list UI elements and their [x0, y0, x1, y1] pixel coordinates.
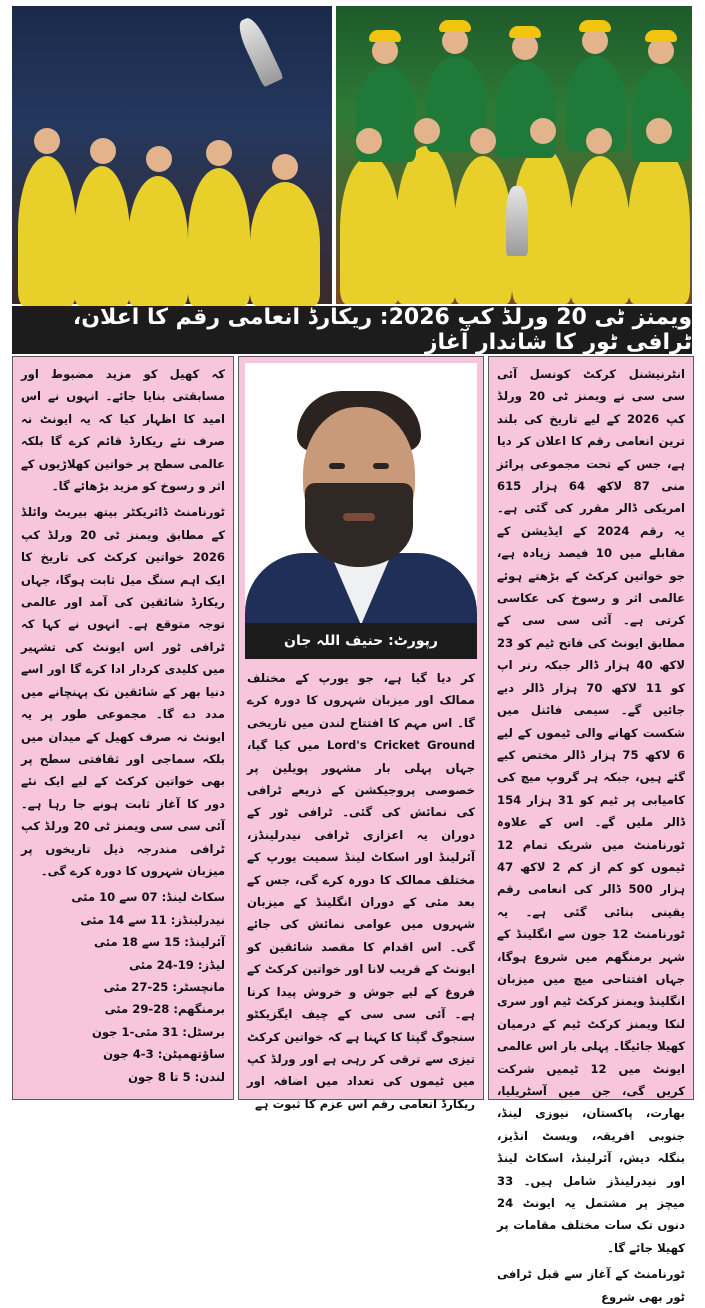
center-text: کر دیا گیا ہے، جو یورپ کے مختلف ممالک اور میزبان شہروں کا دورہ کرے گا۔ اس مہم کا افتتاح لندن میں تاریخی Lord's Cricket Ground میں کیا گیا، جہاں پہلی بار مشہور پویلین پر خصوصی پروجیکشن کے ذریعے ٹرافی کی نمائش کی گئی۔ ٹرافی ٹور کے دوران یہ اعزازی ٹرافی نیدرلینڈز، آئرلینڈ اور اسکاٹ لینڈ سمیت یورپ کے مختلف ممالک کا دورہ کرے گی، جس کے بعد مئی کے دوران انگلینڈ کے میزبان شہروں میں عوامی نمائش کی جائے گی۔ اس اقدام کا مقصد شائقین کو ایونٹ کے قریب لانا اور خواتین کرکٹ کے فروغ کے لیے جوش و خروش پیدا کرنا ہے۔ آئی سی سی کے چیف ایگزیکٹو سنجوگ گپتا کا کہنا ہے کہ خواتین کرکٹ تیزی سے ترقی کر رہی ہے اور ورلڈ کپ میں ٹیموں کی تعداد میں اضافہ اور ریکارڈ انعامی رقم اس عزم کا ثبوت ہے — [247, 671, 475, 1111]
center-column — [238, 356, 484, 1111]
schedule-item: ساؤتھمپٹن: 3-4 جون — [103, 1047, 225, 1062]
reporter-name: رپورٹ: حنیف اللہ جان — [284, 633, 438, 649]
celebration-photo — [12, 6, 332, 304]
schedule-item: مانچسٹر: 25-27 مئی — [103, 979, 225, 994]
reporter-photo — [245, 363, 477, 619]
schedule-item: نیدرلینڈز: 11 سے 14 مئی — [80, 912, 225, 927]
right-paragraph-2: ٹورنامنٹ کے آغاز سے قبل ٹرافی ٹور بھی شروع — [497, 1267, 685, 1304]
right-column — [488, 356, 694, 1304]
team-photo — [336, 6, 692, 304]
photo-strip — [12, 6, 692, 304]
schedule-item: لندن: 5 تا 8 جون — [128, 1069, 225, 1084]
schedule-item: برمنگھم: 28-29 مئی — [104, 1002, 225, 1017]
left-paragraph-2: ٹورنامنٹ ڈائریکٹر بیتھ بیریٹ وائلڈ کے مطابق ویمنز ٹی 20 ورلڈ کپ 2026 خواتین کرکٹ کی تاریخ کا ایک اہم سنگ میل ثابت ہوگا، جہاں ریکارڈ شائقین کی آمد اور عالمی توجہ متوقع ہے۔ انہوں نے کہا کہ ٹرافی ٹور اس ایونٹ کی تشہیر میں کلیدی کردار ادا کرے گا اور اسے دنیا بھر کے شائقین تک پہنچانے میں مدد دے گا۔ مجموعی طور پر یہ ایونٹ نہ صرف کھیل کے میدان میں بلکہ سماجی اور ثقافتی سطح پر بھی خواتین کرکٹ کے لیے ایک نئے دور کا آغاز ثابت ہونے جا رہا ہے۔ آئی سی سی ویمنز ٹی 20 ورلڈ کپ ٹرافی مندرجہ ذیل تاریخوں پر میزبان شہروں کا دورہ کرے گی۔ — [21, 505, 225, 878]
schedule-item: آئرلینڈ: 15 سے 18 مئی — [94, 935, 225, 950]
schedule-item: سکاٹ لینڈ: 07 سے 10 مئی — [71, 890, 225, 905]
reporter-byline — [245, 623, 477, 659]
right-paragraph-1: انٹرنیشنل کرکٹ کونسل آئی سی سی نے ویمنز ٹی 20 ورلڈ کپ 2026 کے لیے تاریخ کی بلند ترین انعامی رقم کا اعلان کر دیا ہے، جس کے تحت مجموعی پرائز منی 87 لاکھ 64 ہزار 615 امریکی ڈالر مقرر کی گئی ہے۔ یہ رقم 2024 کے ایڈیشن کے مقابلے میں 10 فیصد زیادہ ہے، جو خواتین کرکٹ کے بڑھتے ہوئے عالمی اثر و رسوخ کی عکاسی کرتی ہے۔ آئی سی سی کے مطابق ایونٹ کی فاتح ٹیم کو 23 لاکھ 40 ہزار ڈالر جبکہ رنر اپ کو 11 لاکھ 70 ہزار ڈالر دیے جائیں گے۔ سیمی فائنل میں شکست کھانے والی ٹیموں کے لیے 6 لاکھ 75 ہزار ڈالر مختص کیے گئے ہیں، جبکہ ہر گروپ میچ کی کامیابی پر ٹیم کو 31 ہزار 154 ڈالر ملیں گے۔ اس کے علاوہ ٹورنامنٹ میں شریک تمام 12 ٹیموں کو کم از کم 2 لاکھ 47 ہزار 500 ڈالر کی انعامی رقم یقینی بنائی گئی ہے۔ یہ ٹورنامنٹ 12 جون سے انگلینڈ کے شہر برمنگھم میں شروع ہوگا، جہاں افتتاحی میچ میں میزبان انگلینڈ ویمنز کرکٹ ٹیم اور سری لنکا ویمنز کرکٹ ٹیم کے درمیان کھیلا جائیگا۔ پہلی بار اس عالمی ایونٹ میں 12 ٹیمیں شرکت کریں گی، جن میں آسٹریلیا، بھارت، پاکستان، نیوزی لینڈ، جنوبی افریقہ، ویسٹ انڈیز، بنگلہ دیش، آئرلینڈ، اسکاٹ لینڈ اور نیدرلینڈز شامل ہیں۔ 33 میچز پر مشتمل یہ ایونٹ 24 دنوں تک سات مختلف مقامات پر کھیلا جائے گا۔ — [497, 367, 686, 1255]
schedule-item: برسٹل: 31 مئی-1 جون — [91, 1024, 225, 1039]
schedule-item: لیڈز: 19-24 مئی — [129, 957, 225, 972]
trophy-tour-schedule — [21, 886, 225, 1088]
headline — [12, 306, 692, 354]
left-column — [12, 356, 234, 1100]
left-paragraph-1: کہ کھیل کو مزید مضبوط اور مسابقتی بنایا جائے۔ انہوں نے اس امید کا اظہار کیا کہ یہ ایونٹ نہ صرف نئے ریکارڈ قائم کرے گا بلکہ عالمی سطح پر خواتین کھلاڑیوں کے اثر و رسوخ کو مزید بڑھائے گا۔ — [21, 367, 225, 494]
headline-text: ویمنز ٹی 20 ورلڈ کپ 2026: ریکارڈ انعامی رقم کا اعلان، ٹرافی ٹور کا شاندار آغاز — [72, 305, 692, 355]
